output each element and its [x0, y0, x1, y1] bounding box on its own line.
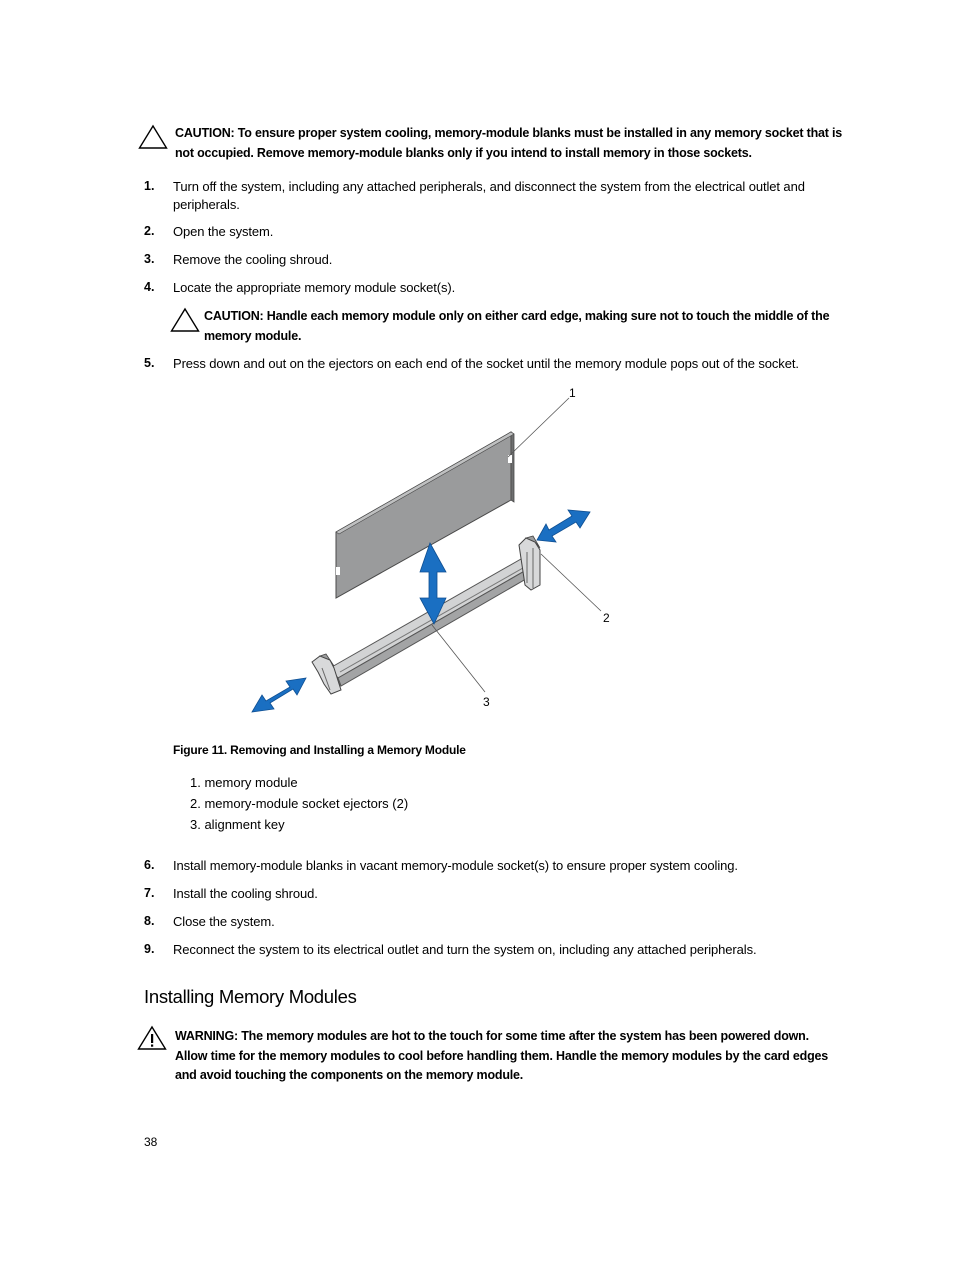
callout-line-3 — [432, 625, 485, 692]
step-text: Install memory-module blanks in vacant memory-module socket(s) to ensure proper system cooling. — [173, 858, 738, 873]
callout-2: 2 — [603, 611, 610, 625]
step-text — [173, 178, 853, 213]
step-text: Remove the cooling shroud. — [173, 252, 333, 267]
callout-3: 3 — [483, 695, 490, 709]
caution-icon — [138, 124, 168, 155]
step-number: 8. — [144, 914, 155, 928]
step-line: peripherals. — [173, 196, 240, 212]
step-number: 6. — [144, 858, 155, 872]
step-text: Open the system. — [173, 224, 274, 239]
legend-item: 3. alignment key — [190, 817, 285, 832]
step-number: 4. — [144, 280, 155, 294]
warning-line: Allow time for the memory modules to cool before handling them. Handle the memory modules by the card edges — [175, 1048, 829, 1063]
warning-text — [175, 1027, 855, 1086]
arrow-left-ejector — [252, 678, 306, 712]
step-text: Close the system. — [173, 914, 275, 929]
step-number: 1. — [144, 179, 155, 193]
page-number: 38 — [144, 1135, 158, 1149]
warning-icon — [137, 1025, 167, 1056]
step-number: 9. — [144, 942, 155, 956]
caution-mid — [204, 307, 854, 346]
legend-item: 2. memory-module socket ejectors (2) — [190, 796, 409, 811]
legend-item: 1. memory module — [190, 775, 298, 790]
caution-top — [175, 124, 855, 163]
warning-line: and avoid touching the components on the memory module. — [175, 1068, 524, 1082]
step-text: Reconnect the system to its electrical outlet and turn the system on, including any attached peripherals. — [173, 942, 757, 957]
socket-ejector-right — [519, 536, 540, 590]
callout-1: 1 — [569, 386, 576, 400]
memory-module — [336, 432, 514, 598]
caution-top-line: not occupied. Remove memory-module blanks only if you intend to install memory in those sockets. — [175, 145, 752, 160]
step-number: 3. — [144, 252, 155, 266]
step-text: Press down and out on the ejectors on each end of the socket until the memory module pops out of the socket. — [173, 356, 799, 371]
caution-top-line: CAUTION: To ensure proper system cooling, memory-module blanks must be installed in any memory socket that is — [175, 126, 843, 140]
caution-icon — [170, 307, 200, 338]
step-text: Locate the appropriate memory module socket(s). — [173, 280, 456, 295]
caution-mid-line: memory module. — [204, 328, 302, 343]
warning-line: WARNING: The memory modules are hot to the touch for some time after the system has been powered down. — [175, 1029, 809, 1043]
step-text: Install the cooling shroud. — [173, 886, 318, 901]
callout-line-2 — [541, 554, 601, 611]
memory-module-figure — [240, 380, 640, 720]
figure-illustration — [240, 380, 640, 720]
step-number: 5. — [144, 356, 155, 370]
figure-caption: Figure 11. Removing and Installing a Memory Module — [173, 743, 466, 757]
callout-line-1 — [508, 398, 569, 457]
section-title: Installing Memory Modules — [144, 986, 357, 1007]
caution-mid-line: CAUTION: Handle each memory module only on either card edge, making sure not to touch the middle of the — [204, 309, 830, 323]
step-number: 2. — [144, 224, 155, 238]
arrow-right-ejector — [537, 510, 590, 542]
step-line: Turn off the system, including any attached peripherals, and disconnect the system from the electrical outlet and — [173, 179, 805, 194]
step-number: 7. — [144, 886, 155, 900]
figure-legend — [190, 772, 408, 835]
